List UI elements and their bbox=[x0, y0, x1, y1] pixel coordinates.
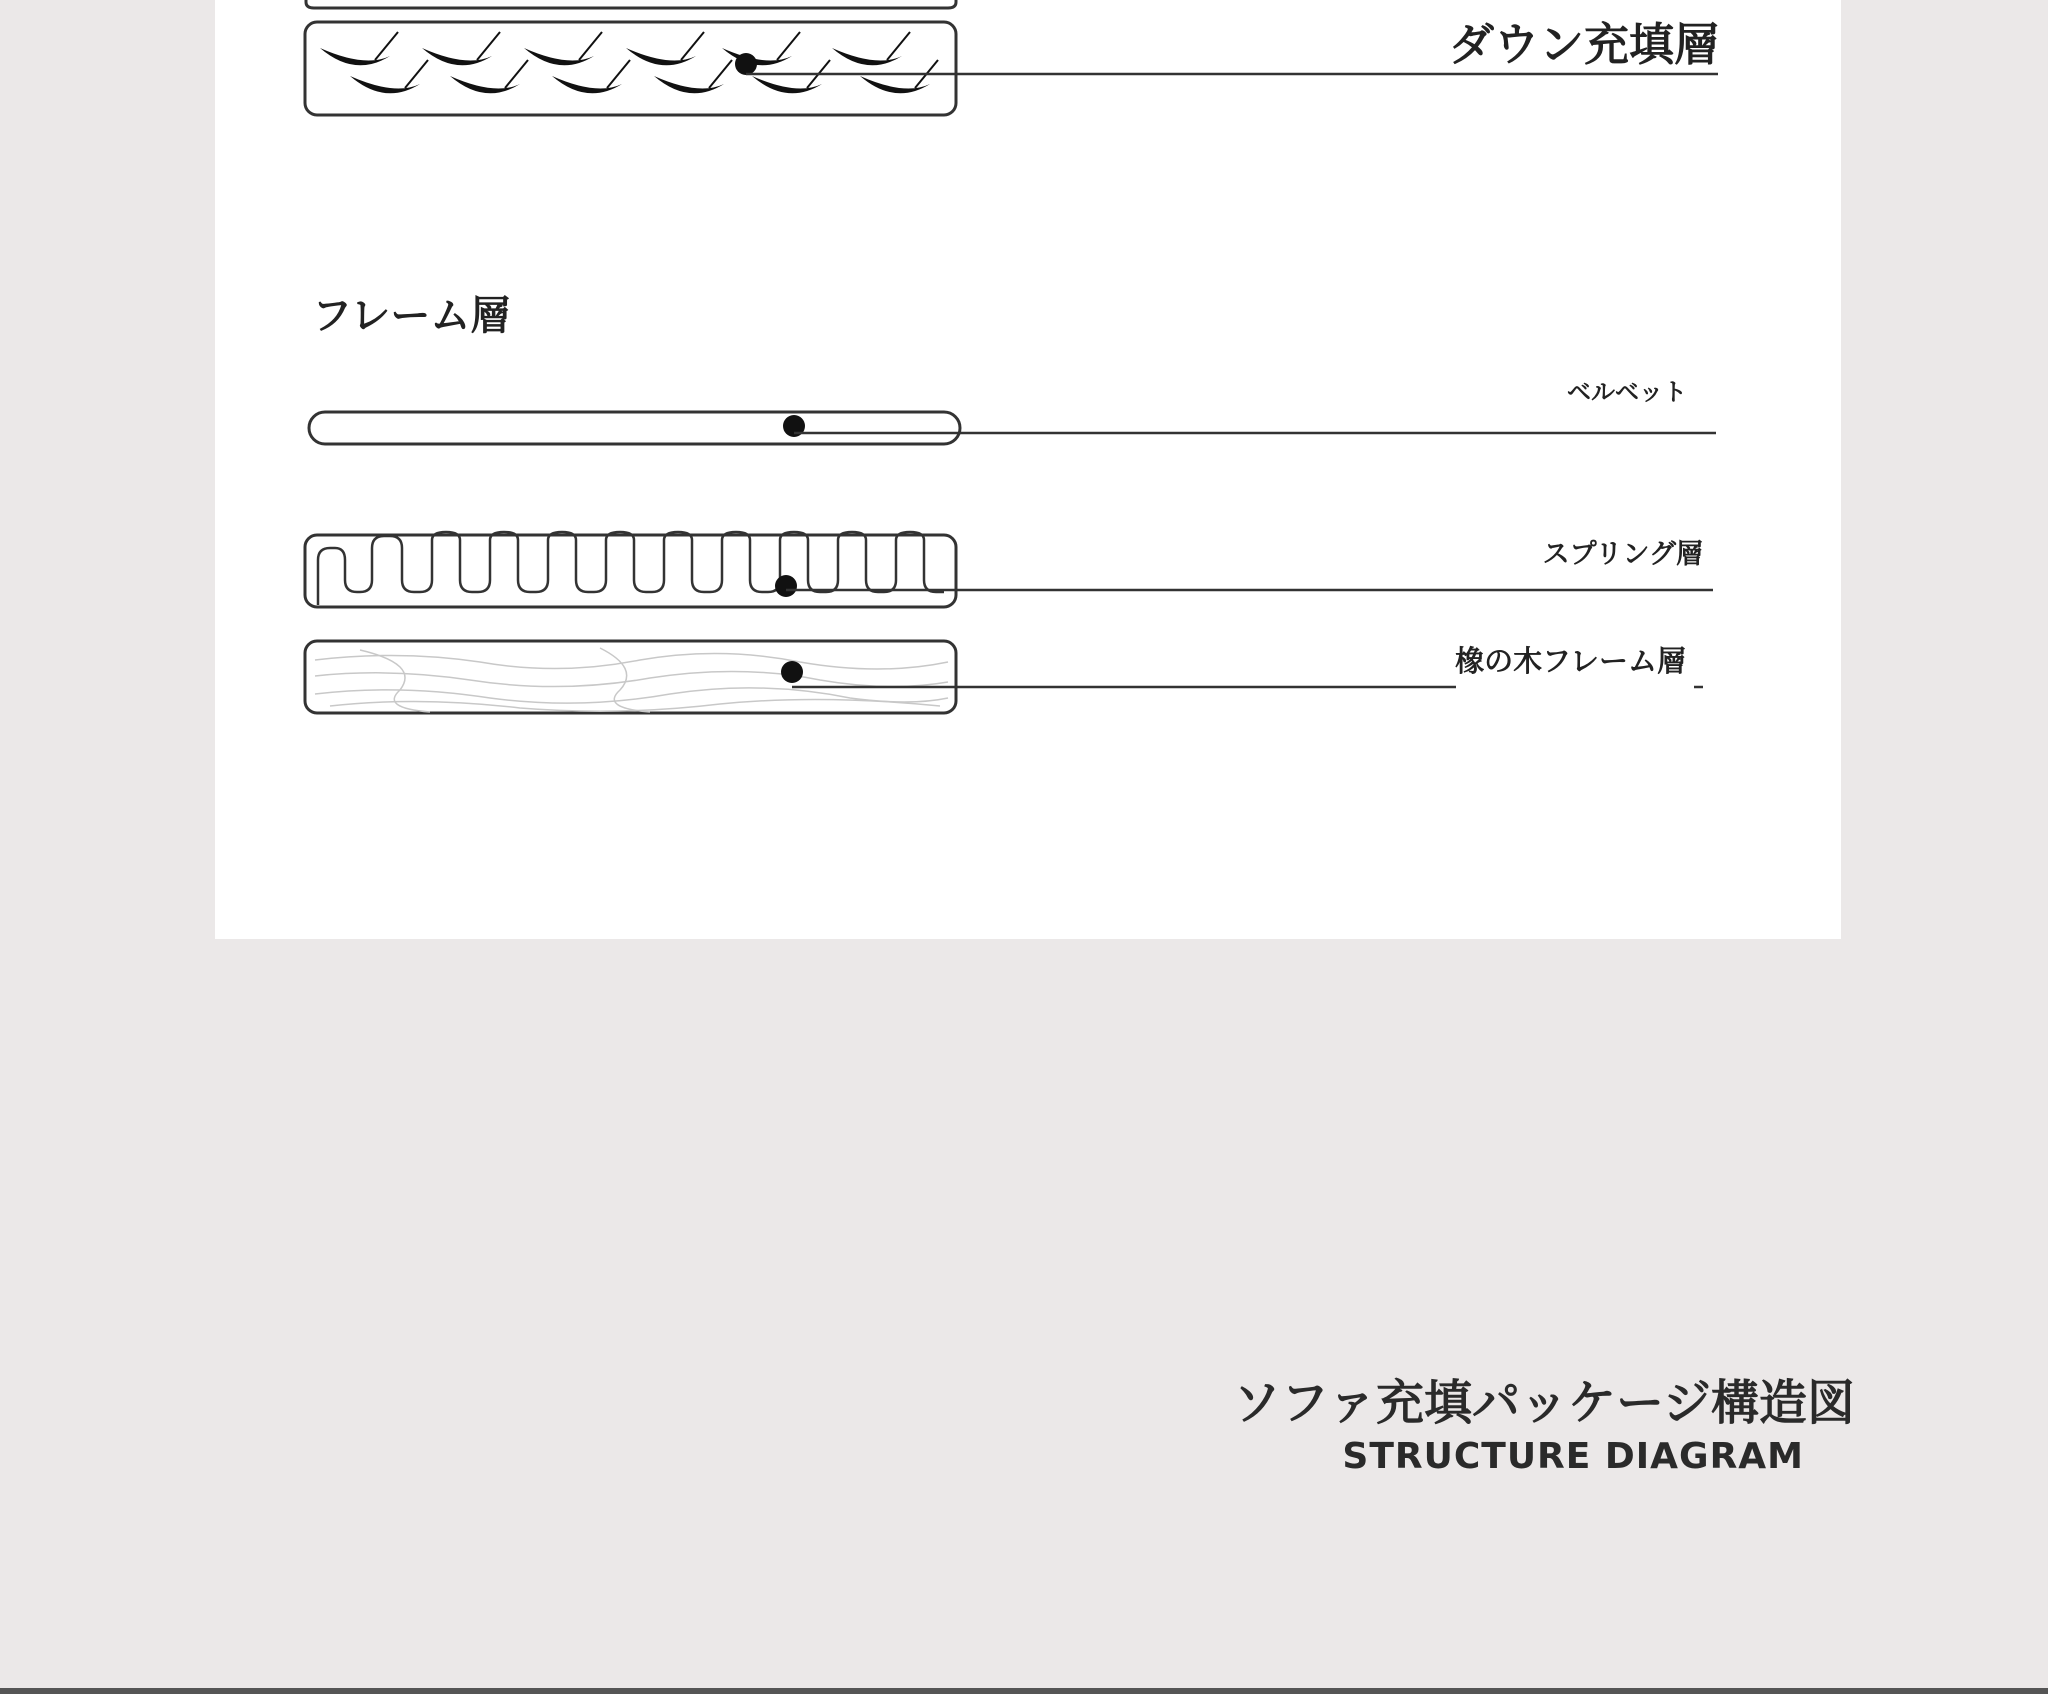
feather-icons bbox=[320, 32, 938, 93]
down-marker-dot bbox=[735, 53, 757, 75]
spring-marker-dot bbox=[775, 575, 797, 597]
wood-grain bbox=[315, 648, 948, 712]
oak-marker-dot bbox=[781, 661, 803, 683]
frame-layer-heading: フレーム層 bbox=[312, 293, 511, 339]
down-fill-layer-label: ダウン充填層 bbox=[1448, 18, 1719, 71]
spring-layer-label: スプリング層 bbox=[1542, 539, 1703, 570]
upper-layer-edge bbox=[306, 0, 956, 8]
velvet-layer-box bbox=[309, 412, 960, 444]
velvet-layer-label: ベルベット bbox=[1567, 378, 1687, 406]
down-layer-box bbox=[305, 22, 956, 115]
bottom-divider bbox=[0, 1688, 2048, 1694]
diagram-title-en: STRUCTURE DIAGRAM bbox=[1342, 1436, 1804, 1477]
oak-frame-layer-label: 橡の木フレーム層 bbox=[1455, 644, 1686, 678]
diagram-title-ja: ソファ充填パッケージ構造図 bbox=[1232, 1375, 1855, 1431]
spring-coil bbox=[318, 536, 944, 605]
